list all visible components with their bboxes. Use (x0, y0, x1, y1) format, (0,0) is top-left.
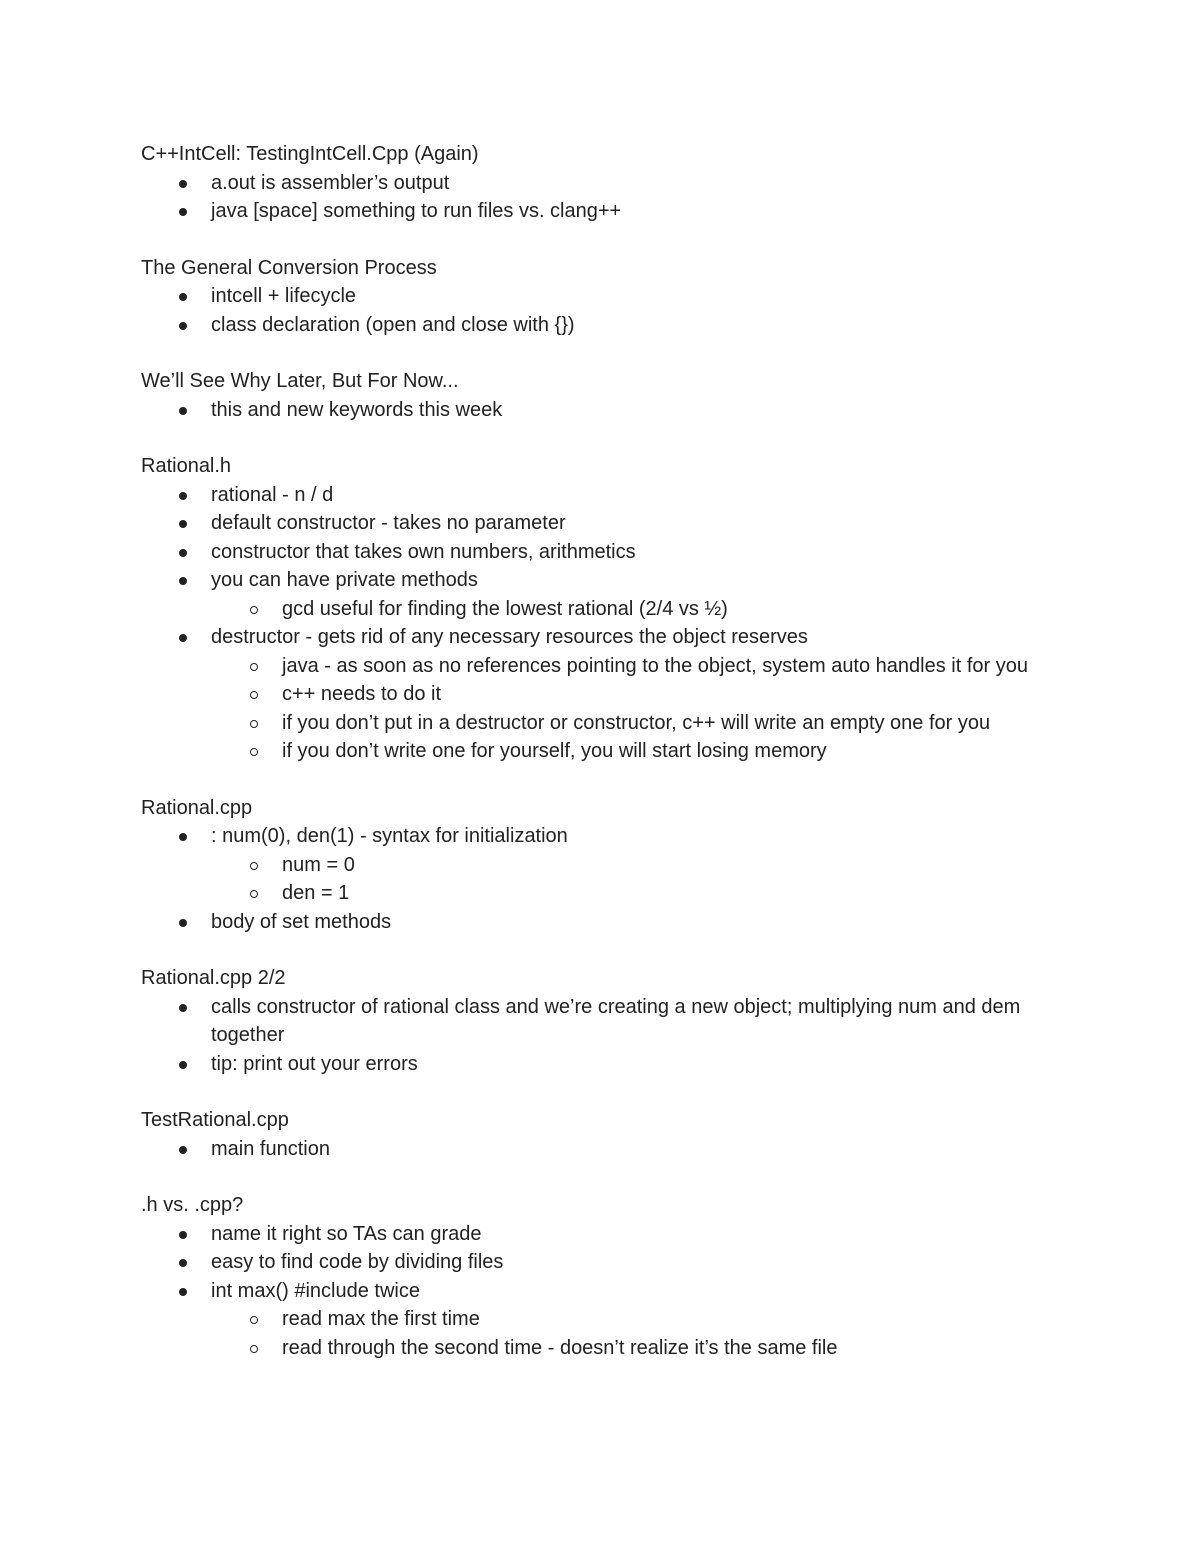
list-item (141, 1050, 1060, 1079)
list-item (141, 993, 1060, 1050)
list-item-text: den = 1 (282, 882, 350, 904)
list-item (141, 509, 1060, 538)
list-item-text: easy to find code by dividing files (211, 1251, 504, 1273)
list-item (141, 311, 1060, 340)
sub-list-item (141, 652, 1060, 681)
list-item-text: read through the second time - doesn’t realize it’s the same file (282, 1336, 838, 1359)
list-item (141, 481, 1060, 510)
list-item-text: constructor that takes own numbers, arithmetics (211, 540, 636, 563)
list-item (141, 822, 1060, 851)
bullet-list (141, 822, 1060, 936)
notes-section (141, 254, 1060, 340)
filled-bullet-icon (179, 293, 187, 301)
section-heading: TestRational.cpp (141, 1109, 289, 1131)
sub-list-item (141, 595, 1060, 624)
list-item-text: default constructor - takes no parameter (211, 512, 566, 534)
section-heading: Rational.cpp 2/2 (141, 967, 286, 989)
bullet-list (141, 1135, 1060, 1164)
list-item (141, 623, 1060, 652)
sub-list-item (141, 1334, 1060, 1363)
notes-section (141, 1106, 1060, 1163)
list-item-text: body of set methods (211, 910, 392, 933)
notes-section (141, 452, 1060, 766)
hollow-bullet-icon (250, 890, 258, 898)
list-item-text: : num(0), den(1) - syntax for initialization (211, 825, 568, 847)
notes-section (141, 140, 1060, 226)
filled-bullet-icon (179, 1061, 187, 1069)
filled-bullet-icon (179, 1231, 187, 1239)
list-item-text: you can have private methods (211, 569, 478, 591)
hollow-bullet-icon (250, 1345, 258, 1353)
bullet-list (141, 481, 1060, 766)
list-item-text: gcd useful for finding the lowest rational (2/4 vs ½) (282, 597, 728, 620)
list-item-text: calls constructor of rational class and we’re creating a new object; multiplying num and dem together (211, 995, 1021, 1046)
bullet-list (141, 993, 1060, 1079)
section-heading: The General Conversion Process (141, 256, 437, 279)
filled-bullet-icon (179, 1259, 187, 1267)
list-item-text: destructor - gets rid of any necessary resources the object reserves (211, 626, 808, 648)
list-item (141, 1277, 1060, 1306)
list-item-text: intcell + lifecycle (211, 285, 357, 307)
filled-bullet-icon (179, 549, 187, 557)
filled-bullet-icon (179, 1004, 187, 1012)
notes-section (141, 1191, 1060, 1362)
list-item-text: java [space] something to run files vs. clang++ (211, 200, 622, 222)
list-item-text: c++ needs to do it (282, 683, 442, 705)
list-item (141, 566, 1060, 595)
list-item (141, 908, 1060, 937)
notes-section (141, 794, 1060, 937)
list-item-text: if you don’t write one for yourself, you will start losing memory (282, 740, 827, 762)
list-item-text: rational - n / d (211, 483, 334, 506)
section-heading: C++IntCell: TestingIntCell.Cpp (Again) (141, 143, 479, 165)
section-heading: We’ll See Why Later, But For Now... (141, 370, 459, 392)
section-heading: Rational.cpp (141, 796, 253, 819)
list-item-text: main function (211, 1137, 330, 1160)
filled-bullet-icon (179, 833, 187, 841)
section-heading: Rational.h (141, 455, 232, 477)
list-item-text: if you don’t put in a destructor or constructor, c++ will write an empty one for you (282, 711, 991, 734)
notes-section (141, 964, 1060, 1078)
hollow-bullet-icon (250, 606, 258, 614)
filled-bullet-icon (179, 1288, 187, 1296)
sub-list-item (141, 737, 1060, 766)
list-item (141, 197, 1060, 226)
filled-bullet-icon (179, 322, 187, 330)
filled-bullet-icon (179, 180, 187, 188)
sub-list-item (141, 709, 1060, 738)
list-item-text: class declaration (open and close with {}) (211, 313, 575, 336)
list-item-text: java - as soon as no references pointing to the object, system auto handles it for you (282, 654, 1028, 677)
bullet-list (141, 1220, 1060, 1363)
filled-bullet-icon (179, 208, 187, 216)
hollow-bullet-icon (250, 663, 258, 671)
filled-bullet-icon (179, 577, 187, 585)
list-item-text: name it right so TAs can grade (211, 1222, 482, 1245)
list-item-text: int max() #include twice (211, 1279, 420, 1302)
filled-bullet-icon (179, 407, 187, 415)
list-item (141, 1248, 1060, 1277)
list-item (141, 396, 1060, 425)
list-item-text: num = 0 (282, 853, 355, 876)
sub-list-item (141, 851, 1060, 880)
hollow-bullet-icon (250, 862, 258, 870)
section-heading: .h vs. .cpp? (141, 1194, 244, 1216)
hollow-bullet-icon (250, 720, 258, 728)
notes-section (141, 367, 1060, 424)
list-item (141, 538, 1060, 567)
list-item (141, 169, 1060, 198)
filled-bullet-icon (179, 1146, 187, 1154)
filled-bullet-icon (179, 634, 187, 642)
list-item-text: this and new keywords this week (211, 398, 503, 421)
sub-list-item (141, 1305, 1060, 1334)
list-item (141, 1220, 1060, 1249)
hollow-bullet-icon (250, 748, 258, 756)
sub-list-item (141, 680, 1060, 709)
filled-bullet-icon (179, 492, 187, 500)
hollow-bullet-icon (250, 691, 258, 699)
list-item (141, 1135, 1060, 1164)
filled-bullet-icon (179, 919, 187, 927)
sub-list-item (141, 879, 1060, 908)
list-item-text: read max the first time (282, 1308, 480, 1330)
list-item-text: tip: print out your errors (211, 1052, 418, 1075)
hollow-bullet-icon (250, 1316, 258, 1324)
filled-bullet-icon (179, 520, 187, 528)
list-item (141, 282, 1060, 311)
bullet-list (141, 282, 1060, 339)
list-item-text: a.out is assembler’s output (211, 171, 450, 194)
bullet-list (141, 396, 1060, 425)
bullet-list (141, 169, 1060, 226)
